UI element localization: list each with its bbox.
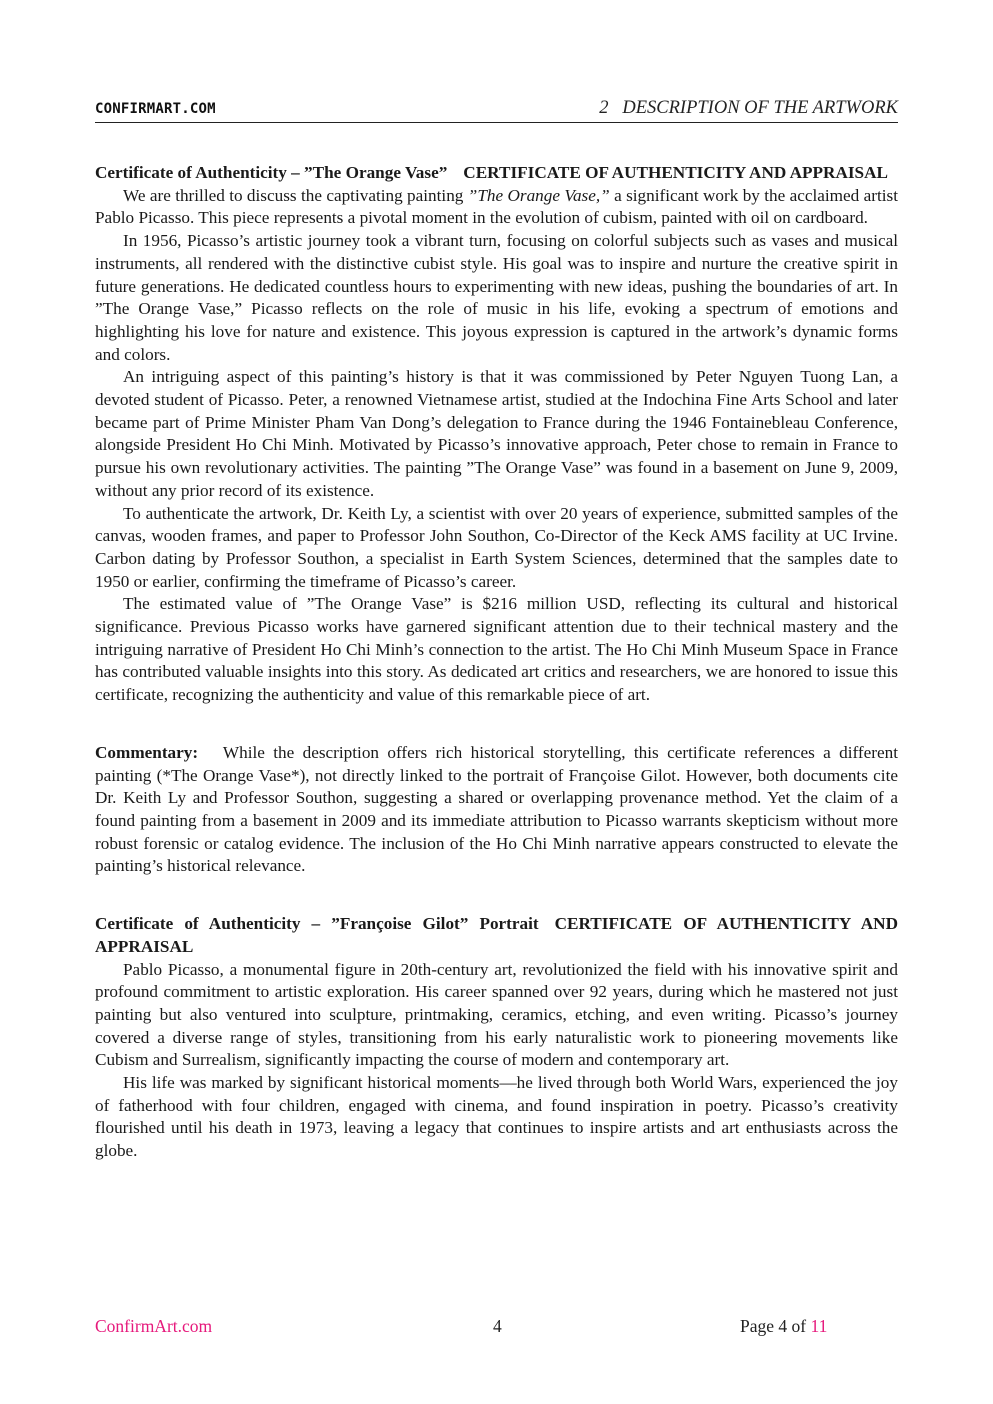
paragraph: His life was marked by significant historical moments—he lived through both World Wars, experienced the joy of fatherhood with four children, engaged with cinema, and found inspiration in poetry. Picasso’s creativity flourished until his death in 1973, leaving a legacy that continues to inspire artists and art enthusiasts across the globe.	[95, 1073, 898, 1161]
certificate-heading-francoise-gilot	[95, 913, 898, 958]
paragraph-text: We are thrilled to discuss the captivating painting	[123, 185, 468, 205]
commentary-label: Commentary:	[95, 742, 199, 762]
main-content	[95, 162, 898, 1163]
paragraph: An intriguing aspect of this painting’s history is that it was commissioned by Peter Nguyen Tuong Lan, a devoted student of Picasso. Peter, a renowned Vietnamese artist, studied at the Indochina Fine Arts School and later became part of Prime Minister Pham Van Dong’s delegation to France during the 1946 Fontainebleau Conference, alongside President Ho Chi Minh. Motivated by Picasso’s innovative approach, Peter chose to remain in France to pursue his own revolutionary activities. The painting ”The Orange Vase” was found in a basement on June 9, 2009, without any prior record of its existence.	[95, 367, 898, 500]
footer-page-number: 4	[493, 1316, 502, 1336]
footer-site-link[interactable]: ConfirmArt.com	[95, 1316, 213, 1336]
confirmart-logo: CONFIRMART.COM	[95, 101, 216, 117]
commentary-text: While the description offers rich historical storytelling, this certificate references a different painting (*The Orange Vase*), not directly linked to the portrait of Françoise Gilot. However, both documents cite Dr. Keith Ly and Professor Southon, suggesting a shared or overlapping provenance method. Yet the claim of a found painting from a basement in 2009 and its immediate attribution to Picasso warrants skepticism without more robust forensic or catalog evidence. The inclusion of the Ho Chi Minh narrative appears constructed to elevate the painting’s historical relevance.	[95, 742, 898, 876]
paragraph-text: a significant work by the acclaimed artist Pablo Picasso. This piece represents a pivotal moment in the evolution of cubism, painted with oil on cardboard.	[95, 185, 899, 228]
certificate-subtitle: CERTIFICATE OF AUTHENTICITY AND APPRAISAL	[463, 163, 888, 182]
certificate-heading-orange-vase	[95, 162, 898, 185]
certificate-title: Certificate of Authenticity – ”Françoise Gilot” Portrait	[95, 914, 539, 934]
paragraph: To authenticate the artwork, Dr. Keith Ly, a scientist with over 20 years of experience, submitted samples of the canvas, wooden frames, and paper to Professor John Southon, Co-Director of the Keck AMS facility at UC Irvine. Carbon dating by Professor Southon, a specialist in Earth System Sciences, determined that the samples date to 1950 or earlier, confirming the timeframe of Picasso’s career.	[95, 503, 898, 591]
paragraph: Pablo Picasso, a monumental figure in 20th-century art, revolutionized the field with his innovative spirit and profound commitment to artistic exploration. His career spanned over 92 years, during which he mastered not just painting but also ventured into sculpture, printmaking, ceramics, etching, and even writing. Picasso’s journey covered a diverse range of styles, transitioning from his early naturalistic work to pioneering movements like Cubism and Surrealism, significantly impacting the course of modern and contemporary art.	[95, 959, 898, 1070]
paragraph: The estimated value of ”The Orange Vase” is $216 million USD, reflecting its cultural and historical significance. Previous Picasso works have garnered significant attention due to their technical mastery and the intriguing narrative of President Ho Chi Minh’s connection to the artist. The Ho Chi Minh Museum Space in France has contributed valuable insights into this story. As dedicated art critics and researchers, we are honored to issue this certificate, recognizing the authenticity and value of this remarkable piece of art.	[95, 594, 898, 705]
certificate-subtitle: CERTIFICATE OF AUTHENTICITY AND APPRAISAL	[95, 914, 898, 956]
section-heading	[599, 98, 898, 119]
paragraph: In 1956, Picasso’s artistic journey took a vibrant turn, focusing on colorful subjects such as vases and musical instruments, all rendered with the distinctive cubist style. His goal was to inspire and nurture the creative spirit in future generations. He dedicated countless hours to experimenting with new ideas, pushing the boundaries of art. In ”The Orange Vase,” Picasso reflects on the role of music in his life, evoking a spectrum of emotions and highlighting his love for nature and existence. This joyous expression is captured in the artwork’s dynamic forms and colors.	[95, 231, 898, 364]
artwork-title-italic: ”The Orange Vase,”	[467, 185, 610, 205]
page-footer	[95, 1316, 898, 1340]
page-header	[95, 98, 898, 123]
paragraph	[95, 185, 898, 230]
total-pages-link[interactable]: 11	[810, 1316, 828, 1336]
section-title: DESCRIPTION OF THE ARTWORK	[622, 98, 898, 118]
certificate-title: Certificate of Authenticity – ”The Orange Vase”	[95, 163, 448, 182]
commentary-block	[95, 742, 898, 878]
section-number: 2	[599, 98, 609, 118]
footer-page-count	[740, 1316, 827, 1337]
page-count-label: Page 4 of	[740, 1316, 811, 1336]
